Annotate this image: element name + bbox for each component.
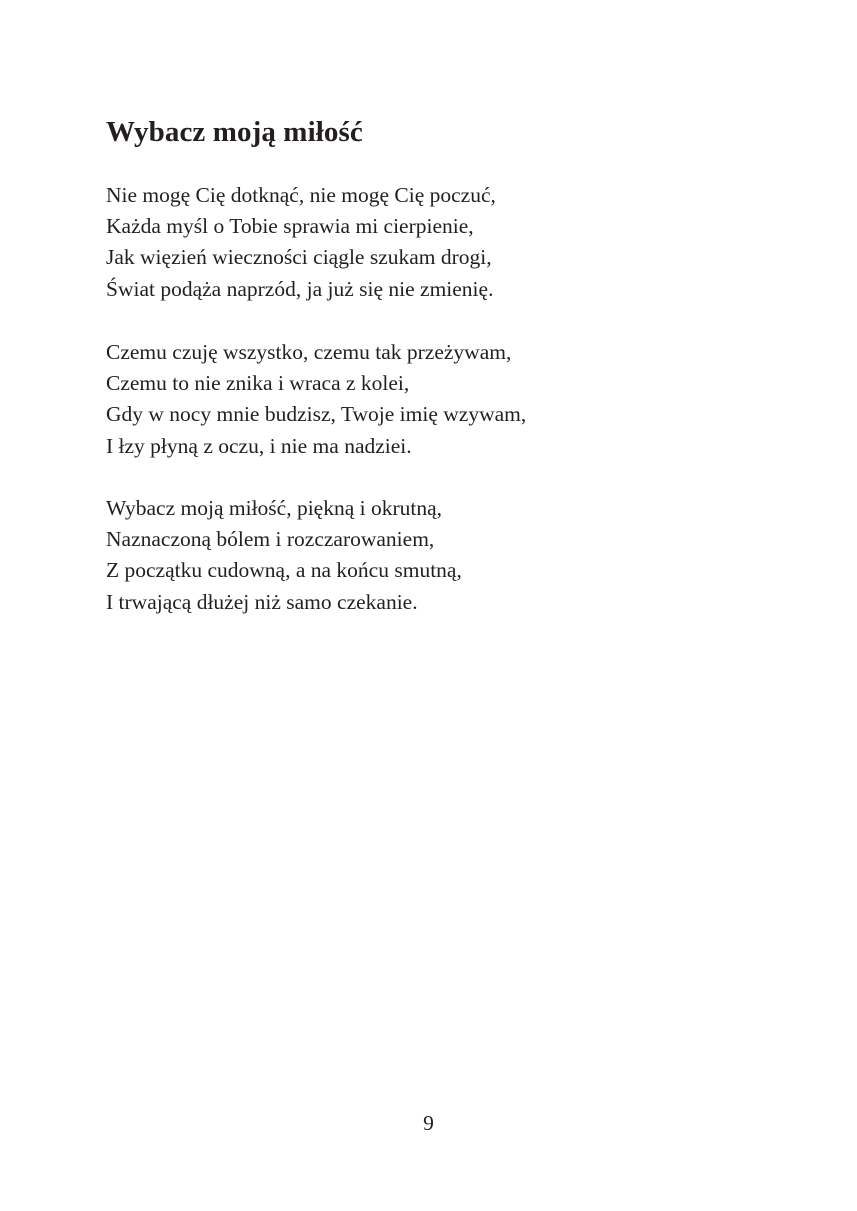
poem-line: Naznaczoną bólem i rozczarowaniem, bbox=[106, 527, 435, 552]
poem-line: Jak więzień wieczności ciągle szukam drogi, bbox=[106, 245, 492, 270]
stanza-1 bbox=[106, 180, 496, 305]
stanza-3 bbox=[106, 493, 462, 618]
poem-line: Każda myśl o Tobie sprawia mi cierpienie, bbox=[106, 214, 474, 239]
poem-line: Wybacz moją miłość, piękną i okrutną, bbox=[106, 496, 443, 520]
stanza-2 bbox=[106, 337, 526, 462]
poem-title: Wybacz moją miłość bbox=[106, 116, 363, 148]
poem-line: I trwającą dłużej niż samo czekanie. bbox=[106, 589, 418, 614]
page-number: 9 bbox=[423, 1111, 434, 1135]
poem-line: Czemu czuję wszystko, czemu tak przeżywam, bbox=[106, 340, 512, 364]
poem-line: I łzy płyną z oczu, i nie ma nadziei. bbox=[106, 433, 412, 458]
poem-line: Nie mogę Cię dotknąć, nie mogę Cię poczuć, bbox=[106, 183, 496, 207]
poem-line: Gdy w nocy mnie budzisz, Twoje imię wzywam, bbox=[106, 402, 527, 427]
poem-line: Z początku cudowną, a na końcu smutną, bbox=[106, 558, 462, 583]
poem-line: Czemu to nie znika i wraca z kolei, bbox=[106, 371, 410, 396]
poem-line: Świat podąża naprzód, ja już się nie zmienię. bbox=[106, 276, 494, 301]
